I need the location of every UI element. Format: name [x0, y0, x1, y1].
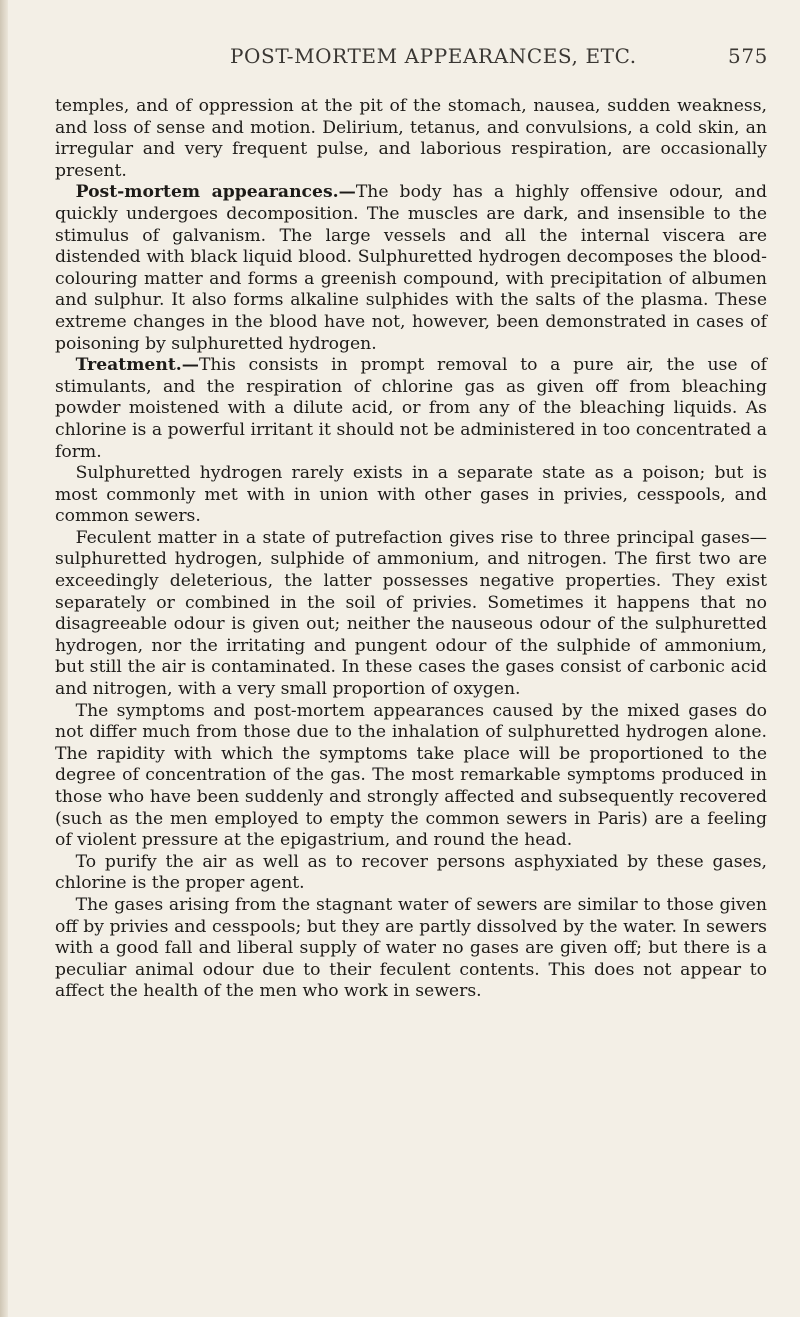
- post-mortem-text: The body has a highly offensive odour, and quickly undergoes decomposition. The muscles are dark, and insensible to the stimulus of galvanism. The large vessels and all the internal viscera are distended with black liquid blood. Sulphuretted hydrogen decomposes the blood-colouring matter and forms a greenish compound, with precipitation of albumen and sulphur. It also forms alkaline sulphides with the salts of the plasma. These extreme changes in the blood have not, however, been demonstrated in cases of poisoning by sulphuretted hydrogen.: [55, 182, 767, 354]
- body-text: [55, 96, 767, 1003]
- paragraph-sulphuretted-hydrogen: Sulphuretted hydrogen rarely exists in a separate state as a poison; but is most commonly met with in union with other gases in privies, cesspools, and common sewers.: [55, 463, 767, 527]
- paragraph-feculent-matter: Feculent matter in a state of putrefaction gives rise to three principal gases—sulphuretted hydrogen, sulphide of ammonium, and nitrogen. The first two are exceedingly deleterious, the latter possesses negative properties. They exist separately or combined in the soil of privies. Sometimes it happens that no disagreeable odour is given out; neither the nauseous odour of the sulphuretted hydrogen, nor the irritating and pungent odour of the sulphide of ammonium, but still the air is contaminated. In these cases the gases consist of carbonic acid and nitrogen, with a very small proportion of oxygen.: [55, 527, 767, 700]
- paragraph-symptoms-continued: temples, and of oppression at the pit of the stomach, nausea, sudden weakness, and loss of sense and motion. Delirium, tetanus, and convulsions, a cold skin, an irregular and very frequent pulse, and laborious respiration, are occasionally present.: [55, 96, 767, 181]
- running-head: POST-MORTEM APPEARANCES, ETC.: [230, 44, 637, 68]
- paragraph-sewer-gases: The gases arising from the stagnant water of sewers are similar to those given off by privies and cesspools; but they are partly dissolved by the water. In sewers with a good fall and liberal supply of water no gases are given off; but there is a peculiar animal odour due to their feculent contents. This does not appear to affect the health of the men who work in sewers.: [55, 894, 767, 1002]
- paragraph-purify-air: To purify the air as well as to recover persons asphyxiated by these gases, chlorine is the proper agent.: [55, 851, 767, 894]
- page-number: 575: [728, 44, 768, 68]
- page-edge-shadow: [0, 0, 8, 1317]
- page-header: [230, 44, 770, 74]
- treatment-text: This consists in prompt removal to a pure air, the use of stimulants, and the respiration of chlorine gas as given off from bleaching powder moistened with a dilute acid, or from any of the bleaching liquids. As chlorine is a powerful irritant it should not be administered in too concentrated a form.: [55, 355, 767, 462]
- paragraph-post-mortem: [55, 182, 767, 355]
- treatment-heading: Treatment.—: [75, 355, 199, 376]
- post-mortem-heading: Post-mortem appearances.—: [75, 182, 356, 203]
- paragraph-mixed-gases: The symptoms and post-mortem appearances caused by the mixed gases do not differ much from those due to the inhalation of sulphuretted hydrogen alone. The rapidity with which the symptoms take place will be proportioned to the degree of concentration of the gas. The most remarkable symptoms produced in those who have been suddenly and strongly affected and subsequently recovered (such as the men employed to empty the common sewers in Paris) are a feeling of violent pressure at the epigastrium, and round the head.: [55, 700, 767, 851]
- paragraph-treatment: [55, 355, 767, 463]
